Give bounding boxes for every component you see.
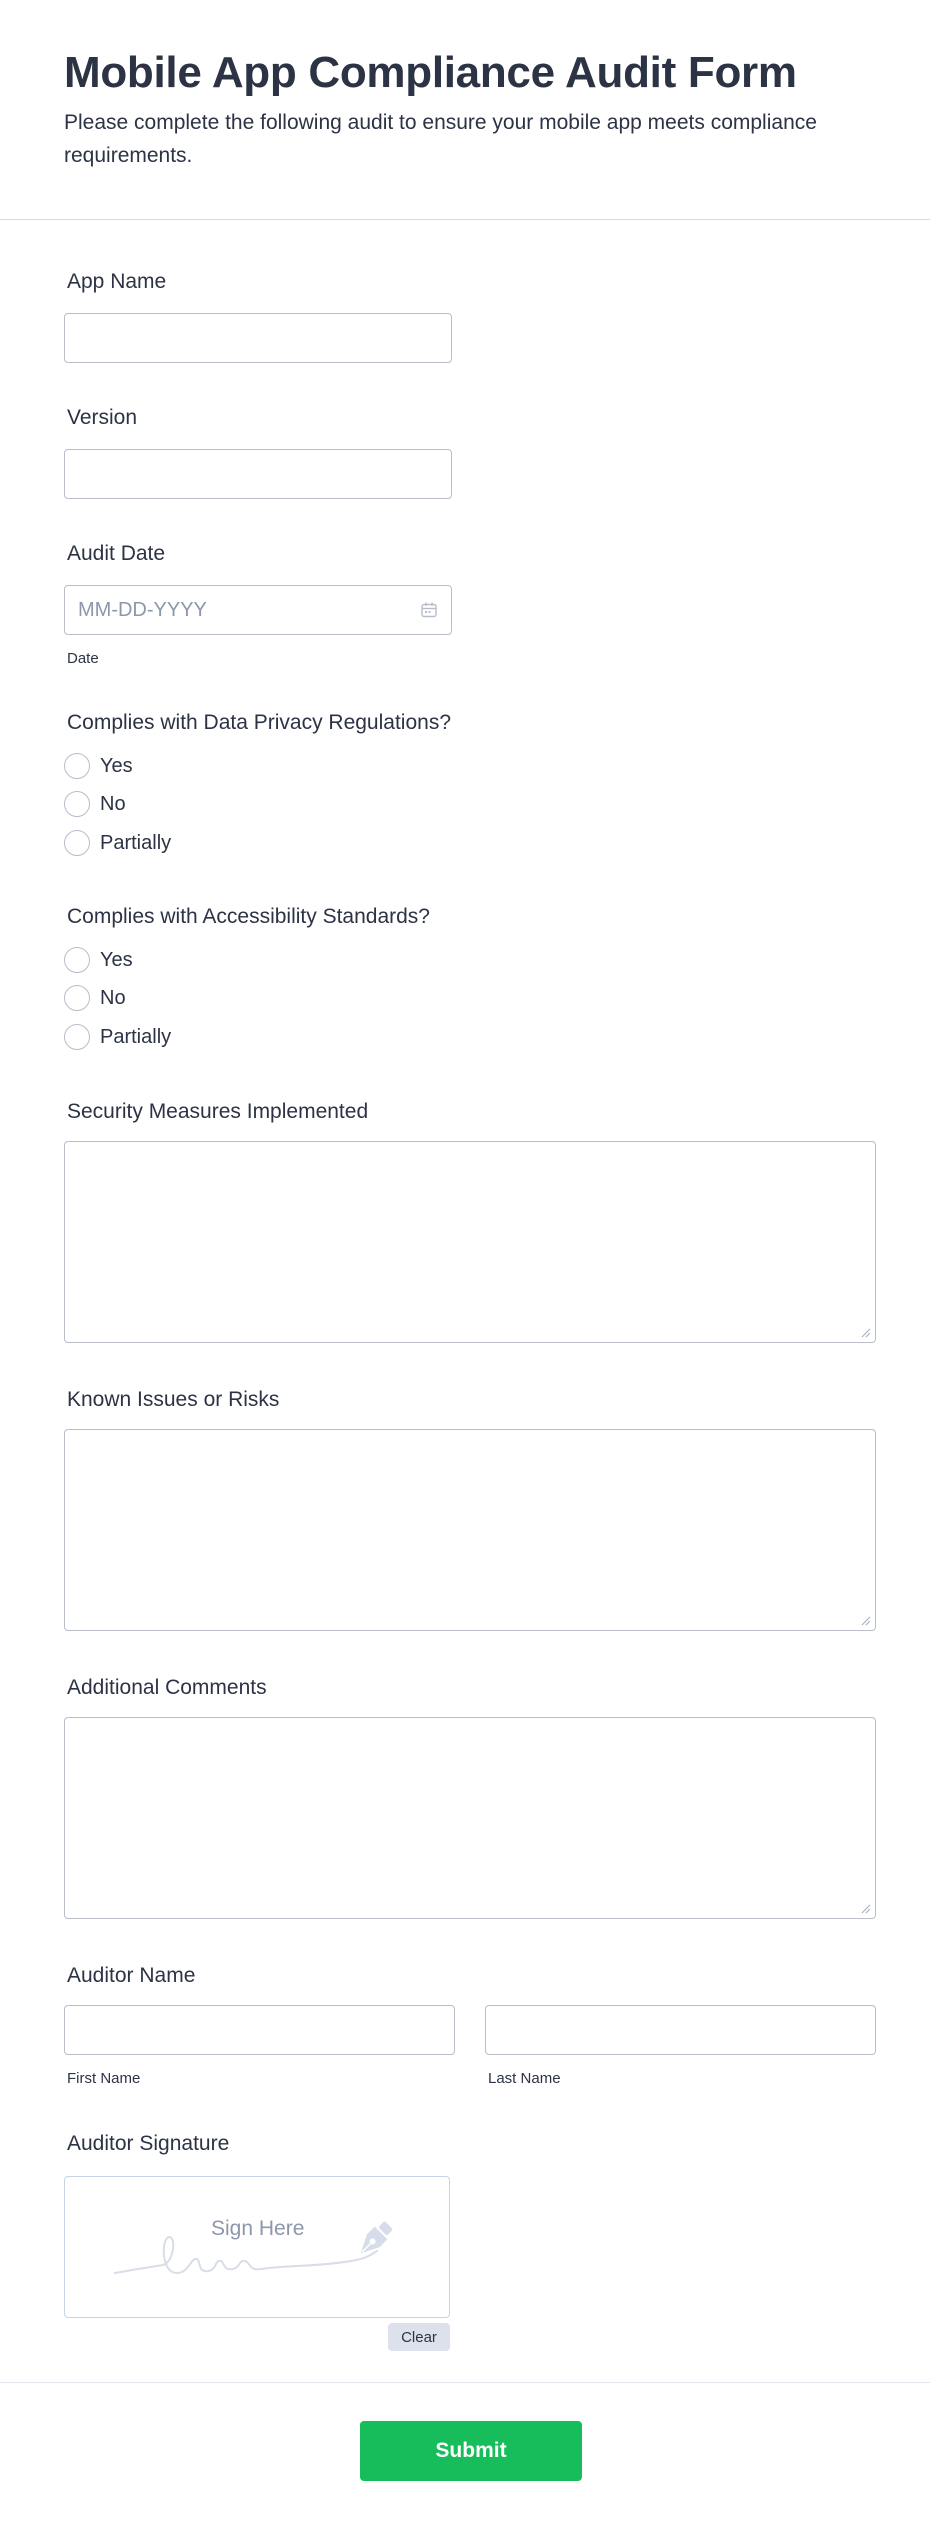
radio-label: No xyxy=(100,792,126,815)
audit-date-sublabel: Date xyxy=(67,650,99,667)
data-privacy-option-no[interactable] xyxy=(64,789,126,819)
data-privacy-label: Complies with Data Privacy Regulations? xyxy=(67,711,451,734)
data-privacy-option-partially[interactable] xyxy=(64,828,171,858)
radio-button[interactable] xyxy=(64,791,90,817)
page-title: Mobile App Compliance Audit Form xyxy=(64,48,797,97)
first-name-input[interactable] xyxy=(64,2005,455,2055)
version-label: Version xyxy=(67,406,138,429)
data-privacy-option-yes[interactable] xyxy=(64,751,133,781)
app-name-label: App Name xyxy=(67,270,167,293)
signature-pad[interactable] xyxy=(64,2176,450,2318)
radio-label: Partially xyxy=(100,1025,172,1048)
last-name-input[interactable] xyxy=(485,2005,876,2055)
radio-button[interactable] xyxy=(64,830,90,856)
audit-date-placeholder: MM-DD-YYYY xyxy=(78,598,207,621)
pen-nib-icon xyxy=(351,2217,397,2263)
submit-button[interactable]: Submit xyxy=(360,2421,582,2481)
known-issues-textarea[interactable] xyxy=(64,1429,876,1631)
calendar-icon[interactable] xyxy=(420,601,438,619)
signature-placeholder: Sign Here xyxy=(211,2217,305,2240)
additional-comments-textarea[interactable] xyxy=(64,1717,876,1919)
radio-label: No xyxy=(100,986,126,1009)
known-issues-label: Known Issues or Risks xyxy=(67,1388,280,1411)
accessibility-label: Complies with Accessibility Standards? xyxy=(67,905,430,928)
resize-grip-icon[interactable] xyxy=(861,1904,871,1914)
audit-date-input[interactable] xyxy=(64,585,452,635)
form-subtitle: Please complete the following audit to ensure your mobile app meets compliance requirements. xyxy=(64,111,817,167)
first-name-sublabel: First Name xyxy=(67,2070,141,2087)
auditor-signature-label: Auditor Signature xyxy=(67,2132,230,2155)
form-header xyxy=(0,0,930,220)
last-name-sublabel: Last Name xyxy=(488,2070,561,2087)
resize-grip-icon[interactable] xyxy=(861,1328,871,1338)
radio-button[interactable] xyxy=(64,753,90,779)
additional-comments-label: Additional Comments xyxy=(67,1676,267,1699)
radio-label: Yes xyxy=(100,948,133,971)
accessibility-option-partially[interactable] xyxy=(64,1022,171,1052)
resize-grip-icon[interactable] xyxy=(861,1616,871,1626)
app-name-input[interactable] xyxy=(64,313,452,363)
version-input[interactable] xyxy=(64,449,452,499)
accessibility-option-no[interactable] xyxy=(64,983,126,1013)
clear-signature-button[interactable]: Clear xyxy=(388,2323,450,2351)
radio-button[interactable] xyxy=(64,985,90,1011)
radio-button[interactable] xyxy=(64,1024,90,1050)
radio-label: Yes xyxy=(100,754,133,777)
security-measures-textarea[interactable] xyxy=(64,1141,876,1343)
auditor-name-label: Auditor Name xyxy=(67,1964,196,1987)
radio-label: Partially xyxy=(100,831,172,854)
radio-button[interactable] xyxy=(64,947,90,973)
audit-date-label: Audit Date xyxy=(67,542,166,565)
accessibility-option-yes[interactable] xyxy=(64,945,133,975)
security-measures-label: Security Measures Implemented xyxy=(67,1100,369,1123)
